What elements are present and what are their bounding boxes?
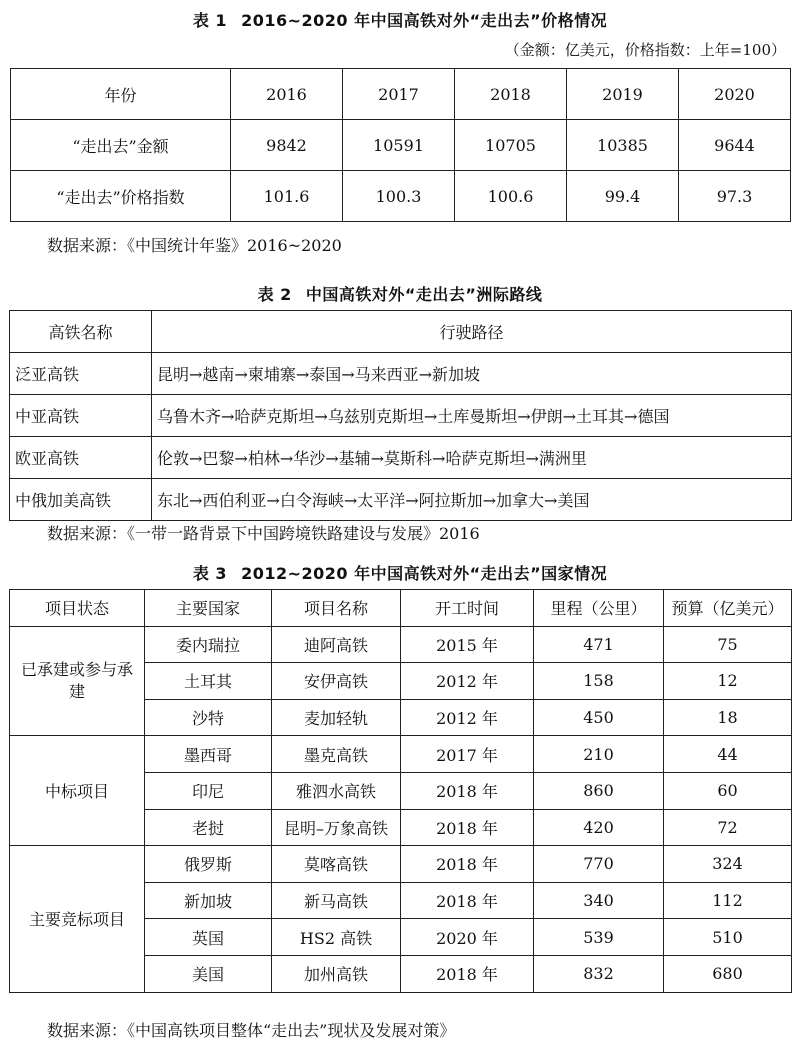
table1-cell: 101.6 bbox=[231, 171, 343, 222]
table3-start-year: 2012 年 bbox=[401, 663, 534, 700]
table3-mileage: 471 bbox=[534, 626, 664, 663]
table3-budget: 18 bbox=[664, 699, 792, 736]
table1-cell: 10385 bbox=[567, 120, 679, 171]
table3-project: 迪阿高铁 bbox=[272, 626, 401, 663]
table1-header-cell: 年份 bbox=[11, 69, 231, 120]
table3-country: 印尼 bbox=[145, 772, 272, 809]
table3-project: 安伊高铁 bbox=[272, 663, 401, 700]
table1-header-cell: 2018 bbox=[455, 69, 567, 120]
table3-country: 俄罗斯 bbox=[145, 846, 272, 883]
table-row bbox=[10, 353, 792, 395]
table3-mileage: 860 bbox=[534, 772, 664, 809]
table3-start-year: 2020 年 bbox=[401, 919, 534, 956]
table2-title: 中国高铁对外“走出去”洲际路线 bbox=[305, 285, 543, 304]
table3-project: 莫喀高铁 bbox=[272, 846, 401, 883]
table3-mileage: 770 bbox=[534, 846, 664, 883]
table1-header-row bbox=[11, 69, 791, 120]
table3-budget: 510 bbox=[664, 919, 792, 956]
table3-country: 委内瑞拉 bbox=[145, 626, 272, 663]
table1-number: 表 1 bbox=[192, 11, 228, 30]
table3-mileage: 340 bbox=[534, 882, 664, 919]
table1-header-cell: 2019 bbox=[567, 69, 679, 120]
table3-mileage: 450 bbox=[534, 699, 664, 736]
table3-budget: 60 bbox=[664, 772, 792, 809]
table3-start-year: 2017 年 bbox=[401, 736, 534, 773]
table3-budget: 44 bbox=[664, 736, 792, 773]
table1-unit-note: （金额：亿美元，价格指数：上年=100） bbox=[504, 41, 786, 59]
table1-cell: 97.3 bbox=[679, 171, 791, 222]
table2 bbox=[9, 310, 792, 521]
table3-mileage: 210 bbox=[534, 736, 664, 773]
table3-mileage: 539 bbox=[534, 919, 664, 956]
table3-budget: 12 bbox=[664, 663, 792, 700]
table3-country: 老挝 bbox=[145, 809, 272, 846]
table-row bbox=[11, 120, 791, 171]
table-row bbox=[11, 171, 791, 222]
table2-caption bbox=[0, 282, 800, 305]
table3-status-cell: 已承建或参与承建 bbox=[10, 626, 145, 736]
table3-project: 雅泗水高铁 bbox=[272, 772, 401, 809]
table3-start-year: 2018 年 bbox=[401, 955, 534, 992]
table2-header-cell: 高铁名称 bbox=[10, 311, 152, 353]
table3-budget: 72 bbox=[664, 809, 792, 846]
table2-number: 表 2 bbox=[257, 285, 292, 304]
table1-cell: 100.3 bbox=[343, 171, 455, 222]
table3-header-cell: 预算（亿美元） bbox=[664, 590, 792, 627]
table3-budget: 112 bbox=[664, 882, 792, 919]
table2-line-name: 中亚高铁 bbox=[10, 395, 152, 437]
table2-source: 数据来源：《一带一路背景下中国跨境铁路建设与发展》2016 bbox=[47, 524, 480, 543]
table3-header-cell: 里程（公里） bbox=[534, 590, 664, 627]
table3-source: 数据来源：《中国高铁项目整体“走出去”现状及发展对策》 bbox=[47, 1021, 456, 1040]
table1-cell: 9644 bbox=[679, 120, 791, 171]
table1-cell: 10705 bbox=[455, 120, 567, 171]
table3-mileage: 832 bbox=[534, 955, 664, 992]
table3-start-year: 2015 年 bbox=[401, 626, 534, 663]
table3-number: 表 3 bbox=[192, 564, 228, 583]
table3-start-year: 2018 年 bbox=[401, 846, 534, 883]
table2-route: 东北→西伯利亚→白令海峡→太平洋→阿拉斯加→加拿大→美国 bbox=[152, 479, 792, 521]
table2-header-cell: 行驶路径 bbox=[152, 311, 792, 353]
table1-cell: 99.4 bbox=[567, 171, 679, 222]
table3-budget: 75 bbox=[664, 626, 792, 663]
table3-status-cell: 中标项目 bbox=[10, 736, 145, 846]
table3-country: 美国 bbox=[145, 955, 272, 992]
table3-budget: 324 bbox=[664, 846, 792, 883]
table2-header-row bbox=[10, 311, 792, 353]
table3-country: 沙特 bbox=[145, 699, 272, 736]
table1-header-cell: 2020 bbox=[679, 69, 791, 120]
table2-line-name: 欧亚高铁 bbox=[10, 437, 152, 479]
table3-start-year: 2018 年 bbox=[401, 772, 534, 809]
table2-line-name: 中俄加美高铁 bbox=[10, 479, 152, 521]
table3-start-year: 2018 年 bbox=[401, 882, 534, 919]
table3-project: 加州高铁 bbox=[272, 955, 401, 992]
table3-country: 英国 bbox=[145, 919, 272, 956]
table3-header-cell: 主要国家 bbox=[145, 590, 272, 627]
table2-route: 伦敦→巴黎→柏林→华沙→基辅→莫斯科→哈萨克斯坦→满洲里 bbox=[152, 437, 792, 479]
table1-row-label: “走出去”金额 bbox=[11, 120, 231, 171]
table-row bbox=[10, 395, 792, 437]
table-row bbox=[10, 736, 792, 773]
table3 bbox=[9, 589, 792, 993]
table-row bbox=[10, 846, 792, 883]
table1 bbox=[10, 68, 791, 222]
table1-cell: 100.6 bbox=[455, 171, 567, 222]
table3-start-year: 2018 年 bbox=[401, 809, 534, 846]
table-row bbox=[10, 626, 792, 663]
table3-header-cell: 项目状态 bbox=[10, 590, 145, 627]
table1-source: 数据来源：《中国统计年鉴》2016~2020 bbox=[47, 236, 342, 255]
table3-start-year: 2012 年 bbox=[401, 699, 534, 736]
table3-mileage: 158 bbox=[534, 663, 664, 700]
table2-route: 乌鲁木齐→哈萨克斯坦→乌兹别克斯坦→土库曼斯坦→伊朗→土耳其→德国 bbox=[152, 395, 792, 437]
table1-caption bbox=[0, 8, 800, 31]
table3-country: 墨西哥 bbox=[145, 736, 272, 773]
table3-header-row bbox=[10, 590, 792, 627]
table3-budget: 680 bbox=[664, 955, 792, 992]
table3-caption bbox=[0, 561, 800, 584]
table3-title: 2012~2020 年中国高铁对外“走出去”国家情况 bbox=[241, 564, 608, 583]
table3-header-cell: 开工时间 bbox=[401, 590, 534, 627]
table3-mileage: 420 bbox=[534, 809, 664, 846]
table1-header-cell: 2016 bbox=[231, 69, 343, 120]
table3-header-cell: 项目名称 bbox=[272, 590, 401, 627]
table3-country: 土耳其 bbox=[145, 663, 272, 700]
table1-cell: 10591 bbox=[343, 120, 455, 171]
table2-line-name: 泛亚高铁 bbox=[10, 353, 152, 395]
table3-project: HS2 高铁 bbox=[272, 919, 401, 956]
table2-route: 昆明→越南→柬埔寨→泰国→马来西亚→新加坡 bbox=[152, 353, 792, 395]
table1-cell: 9842 bbox=[231, 120, 343, 171]
table3-project: 墨克高铁 bbox=[272, 736, 401, 773]
table1-row-label: “走出去”价格指数 bbox=[11, 171, 231, 222]
table1-header-cell: 2017 bbox=[343, 69, 455, 120]
table3-project: 昆明–万象高铁 bbox=[272, 809, 401, 846]
table3-status-cell: 主要竞标项目 bbox=[10, 846, 145, 992]
table-row bbox=[10, 437, 792, 479]
table3-project: 新马高铁 bbox=[272, 882, 401, 919]
table-row bbox=[10, 479, 792, 521]
table3-country: 新加坡 bbox=[145, 882, 272, 919]
table1-title: 2016~2020 年中国高铁对外“走出去”价格情况 bbox=[241, 11, 608, 30]
table3-project: 麦加轻轨 bbox=[272, 699, 401, 736]
